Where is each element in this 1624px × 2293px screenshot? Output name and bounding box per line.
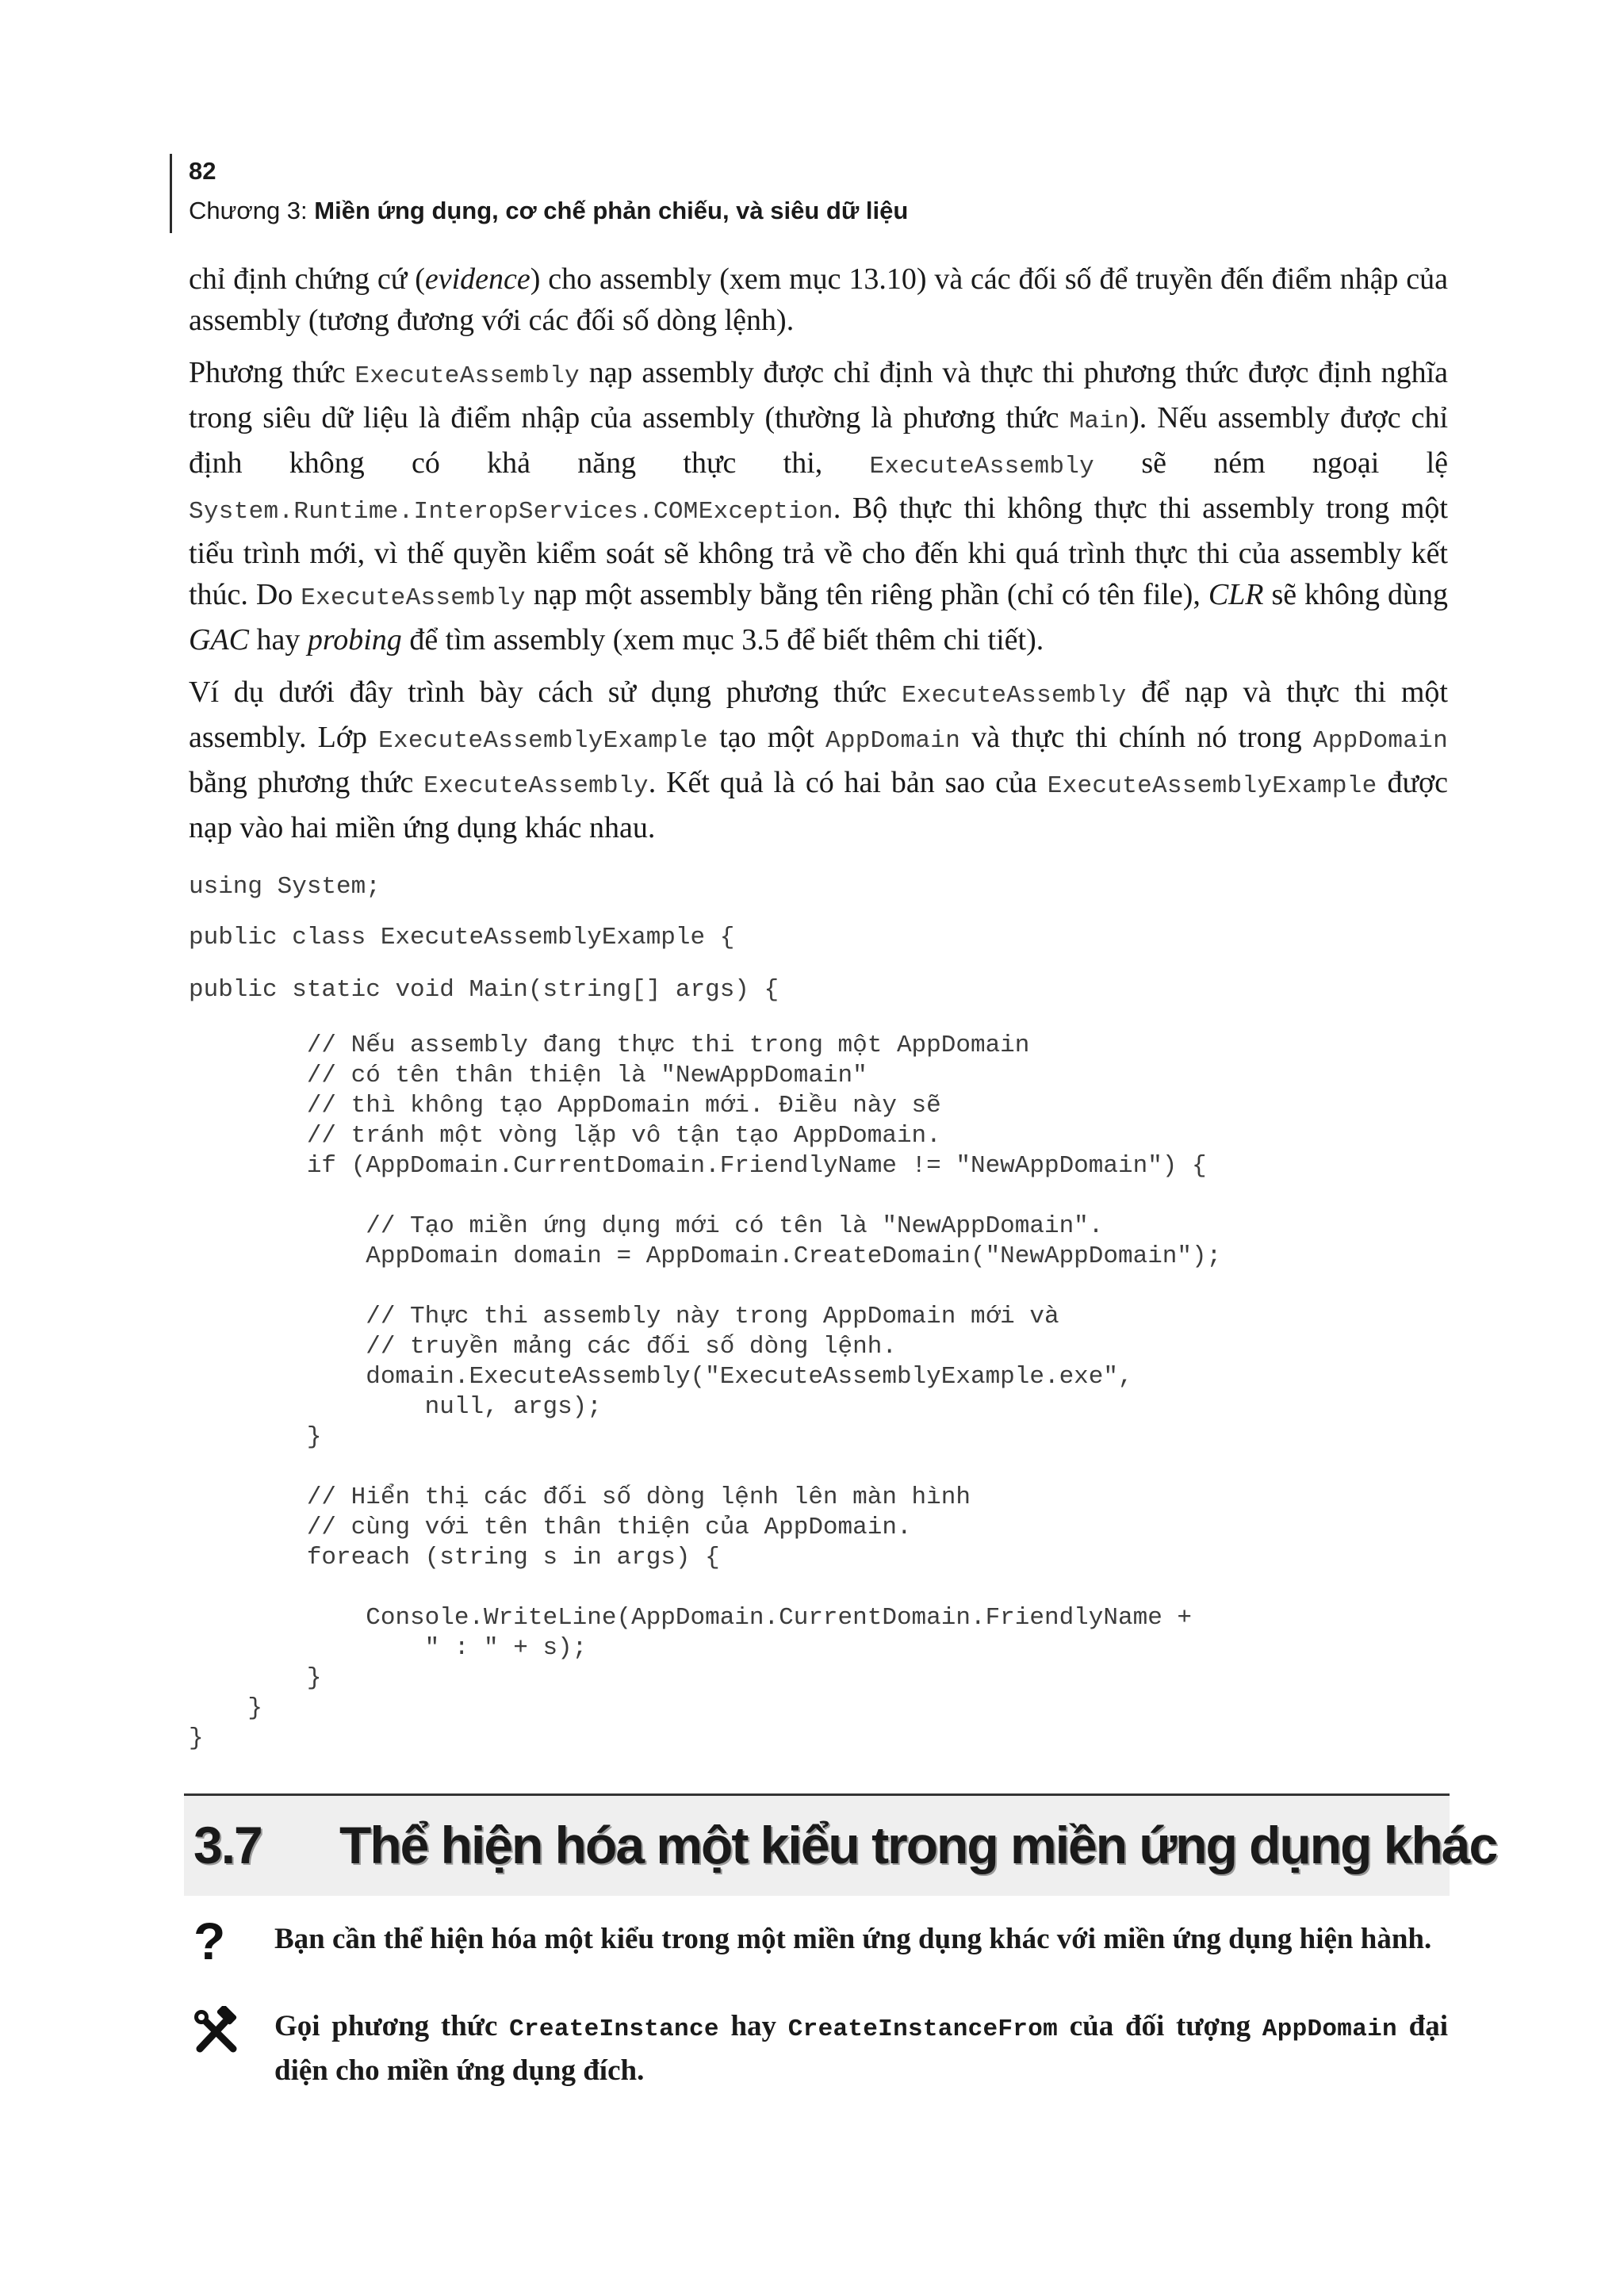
section-title: Thể hiện hóa một kiểu trong miền ứng dụng khác: [339, 1816, 1497, 1874]
text-run: . Kết quả là có hai bản sao của: [648, 766, 1048, 799]
italic-term: evidence: [424, 262, 530, 296]
chapter-title: Miền ứng dụng, cơ chế phản chiếu, và siêu dữ liệu: [314, 197, 909, 224]
header-rule: [170, 154, 172, 233]
code-line-using: using System;: [189, 873, 381, 901]
body-text: [189, 258, 1448, 859]
text-run: được nạp vào hai miền ứng dụng khác nhau.: [189, 766, 1448, 844]
inline-code: CreateInstanceFrom: [787, 2015, 1059, 2043]
question-icon: ?: [193, 1912, 226, 1970]
solution-statement: [274, 2006, 1448, 2092]
paragraph-1: [189, 258, 1448, 341]
code-line-main: public static void Main(string[] args) {: [189, 976, 779, 1004]
text-run: hay: [718, 2010, 788, 2042]
text-run: . Bộ thực thi không thực thi assembly trong một tiểu trình mới, vì thế quyền kiểm soát sẽ không trả về cho đến khi quá trình thực thi của assembly kết thúc. Do: [189, 492, 1448, 611]
italic-term: GAC: [189, 623, 249, 657]
code-block-body: // Nếu assembly đang thực thi trong một AppDomain // có tên thân thiện là "NewAppDomain" // thì không tạo AppDomain mới. Điều này sẽ // tránh một vòng lặp vô tận tạo AppDomain. if (AppDomain.CurrentDomain.FriendlyName != "NewAppDomain") { // Tạo miền ứng dụng mới có tên là "NewAppDomain". AppDomain domain = AppDomain.CreateDomain("NewAppDomain"); // Thực thi assembly này trong AppDomain mới và // truyền mảng các đối số dòng lệnh. domain.ExecuteAssembly("ExecuteAssemblyExample.exe", null, args); } // Hiển thị các đối số dòng lệnh lên màn hình // cùng với tên thân thiện của AppDomain. foreach (string s in args) { Console.WriteLine(AppDomain.CurrentDomain.FriendlyName + " : " + s); } } }: [189, 1032, 1222, 1752]
inline-code: ExecuteAssembly: [423, 772, 649, 800]
paragraph-3: [189, 672, 1448, 848]
chapter-heading: [189, 197, 908, 225]
text-run: tạo một: [707, 721, 825, 754]
section-heading: [184, 1793, 1497, 1896]
text-run: nạp một assembly bằng tên riêng phần (chỉ có tên file),: [525, 578, 1208, 611]
text-run: đại diện cho miền ứng dụng đích.: [274, 2010, 1448, 2087]
text-run: Gọi phương thức: [274, 2010, 510, 2042]
paragraph-2: [189, 352, 1448, 660]
italic-term: CLR: [1208, 578, 1264, 611]
text-run: của đối tượng: [1058, 2010, 1262, 2042]
text-run: Phương thức: [189, 356, 355, 389]
inline-code: ExecuteAssemblyExample: [1047, 772, 1377, 800]
text-run: nạp assembly được chỉ định và thực thi phương thức được định nghĩa trong siêu dữ liệu là điểm nhập của assembly (thường là phương thức: [189, 356, 1449, 434]
inline-code: ExecuteAssembly: [869, 453, 1095, 480]
inline-code: AppDomain: [1262, 2015, 1397, 2043]
inline-code: AppDomain: [1312, 727, 1448, 755]
chapter-prefix: Chương 3:: [189, 197, 315, 224]
code-line-class: public class ExecuteAssemblyExample {: [189, 924, 735, 951]
tools-icon: [190, 2006, 241, 2057]
inline-code: ExecuteAssembly: [301, 584, 526, 612]
inline-code: ExecuteAssemblyExample: [378, 727, 708, 755]
text-run: sẽ ném ngoại lệ: [1094, 446, 1448, 480]
text-run: và thực thi chính nó trong: [960, 721, 1313, 754]
inline-code: CreateInstance: [509, 2015, 719, 2043]
text-run: để nạp và thực thi một assembly. Lớp: [189, 676, 1448, 754]
inline-code: ExecuteAssembly: [354, 362, 580, 390]
inline-code: ExecuteAssembly: [901, 682, 1127, 710]
inline-code: Main: [1069, 408, 1130, 435]
inline-code: System.Runtime.InteropServices.COMException: [189, 498, 833, 526]
text-run: Ví dụ dưới đây trình bày cách sử dụng phương thức: [189, 676, 902, 709]
inline-code: AppDomain: [825, 727, 961, 755]
italic-term: probing: [307, 623, 402, 657]
text-run: sẽ không dùng: [1263, 578, 1448, 611]
text-run: ). Nếu assembly được chỉ định không có khả năng thực thi,: [189, 401, 1448, 480]
text-run: ) cho assembly (xem mục 13.10) và các đối số để truyền đến điểm nhập của assembly (tương đương với các đối số dòng lệnh).: [189, 262, 1448, 337]
text-run: để tìm assembly (xem mục 3.5 để biết thêm chi tiết).: [401, 623, 1044, 657]
text-run: chỉ định chứng cứ (: [189, 262, 425, 296]
text-run: bằng phương thức: [189, 766, 424, 799]
page-number: 82: [189, 157, 216, 185]
problem-statement: Bạn cần thể hiện hóa một kiểu trong một miền ứng dụng khác với miền ứng dụng hiện hành.: [274, 1923, 1432, 1955]
section-number: 3.7: [193, 1816, 262, 1874]
text-run: hay: [249, 623, 308, 657]
